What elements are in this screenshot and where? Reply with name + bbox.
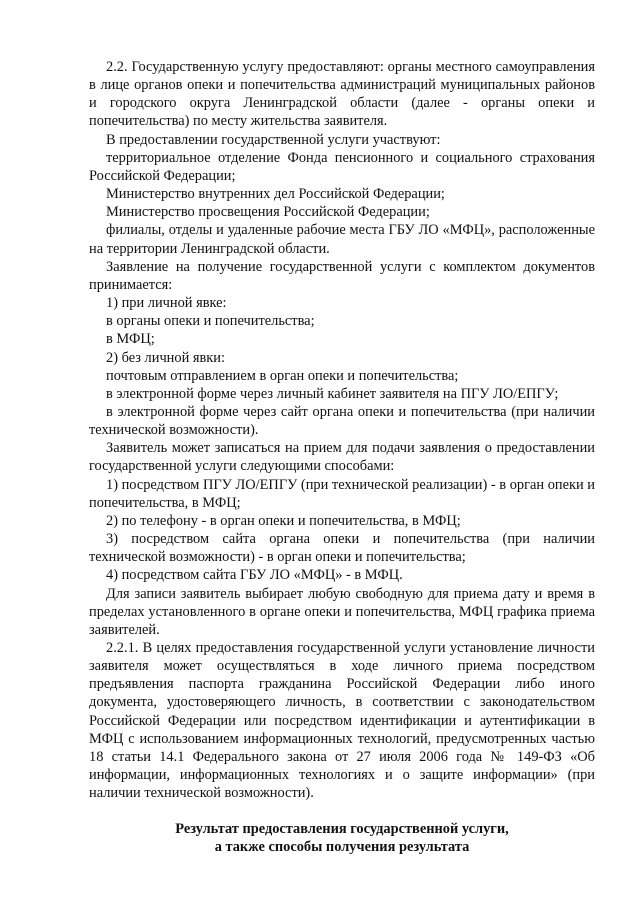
- section-heading-line2: а также способы получения результата: [214, 839, 470, 856]
- paragraph-2-2-1: 2.2.1. В целях предоставления государственной услуги установление личности заявителя может осуществляться в ходе личного приема посредством предъявления паспорта гражданина Российской Федерации либо иного документа, удостоверяющего личность, в соответствии с законодательством Российской Федерации или посредством идентификации и аутентификации в МФЦ с использованием информационных технологий, предусмотренных частью 18 статьи 14.1 Федерального закона от 27 июля 2006 года № 149-ФЗ «Об информации, информационных технологиях и о защите информации» (при наличии технической возможности).: [89, 640, 595, 802]
- paragraph-participant-mfc: филиалы, отделы и удаленные рабочие места ГБУ ЛО «МФЦ», расположенные на территории Ленинградской области.: [89, 222, 595, 257]
- paragraph-participants-intro: В предоставлении государственной услуги участвуют:: [106, 131, 441, 148]
- paragraph-in-person-guardianship: в органы опеки и попечительства;: [106, 313, 315, 330]
- paragraph-remote-portal: в электронной форме через личный кабинет заявителя на ПГУ ЛО/ЕПГУ;: [106, 385, 559, 402]
- paragraph-appointment-choice: Для записи заявитель выбирает любую свободную для приема дату и время в пределах установленного в органе опеки и попечительства, МФЦ графика приема заявителей.: [89, 585, 595, 638]
- paragraph-appointment-site: 3) посредством сайта органа опеки и попечительства (при наличии технической возможности) - в орган опеки и попечительства;: [89, 531, 595, 566]
- paragraph-appointment-intro: Заявитель может записаться на прием для подачи заявления о предоставлении государственной услуги следующими способами:: [89, 440, 595, 475]
- paragraph-in-person-mfc: в МФЦ;: [106, 331, 155, 348]
- paragraph-participant-mvd: Министерство внутренних дел Российской Федерации;: [106, 186, 445, 203]
- section-gap: [89, 802, 595, 820]
- paragraph-appointment-portal: 1) посредством ПГУ ЛО/ЕПГУ (при технической реализации) - в орган опеки и попечительства, в МФЦ;: [89, 476, 595, 511]
- paragraph-remote-mail: почтовым отправлением в орган опеки и попечительства;: [106, 367, 459, 384]
- paragraph-appointment-phone: 2) по телефону - в орган опеки и попечительства, в МФЦ;: [106, 512, 461, 529]
- section-heading-line1: Результат предоставления государственной услуги,: [175, 821, 509, 838]
- paragraph-participant-pension-fund: территориальное отделение Фонда пенсионного и социального страхования Российской Федерации;: [89, 149, 595, 184]
- paragraph-in-person: 1) при личной явке:: [106, 295, 227, 312]
- paragraph-remote: 2) без личной явки:: [106, 349, 225, 366]
- paragraph-appointment-mfc-site: 4) посредством сайта ГБУ ЛО «МФЦ» - в МФЦ.: [106, 567, 403, 584]
- document-page: [89, 58, 595, 856]
- paragraph-2-2: 2.2. Государственную услугу предоставляют: органы местного самоуправления в лице органов опеки и попечительства администраций муниципальных районов и городского округа Ленинградской области (далее - органы опеки и попечительства) по месту жительства заявителя.: [89, 59, 595, 130]
- paragraph-application-intro: Заявление на получение государственной услуги с комплектом документов принимается:: [89, 258, 595, 293]
- paragraph-participant-minpros: Министерство просвещения Российской Федерации;: [106, 204, 430, 221]
- paragraph-remote-site: в электронной форме через сайт органа опеки и попечительства (при наличии технической возможности).: [89, 403, 595, 439]
